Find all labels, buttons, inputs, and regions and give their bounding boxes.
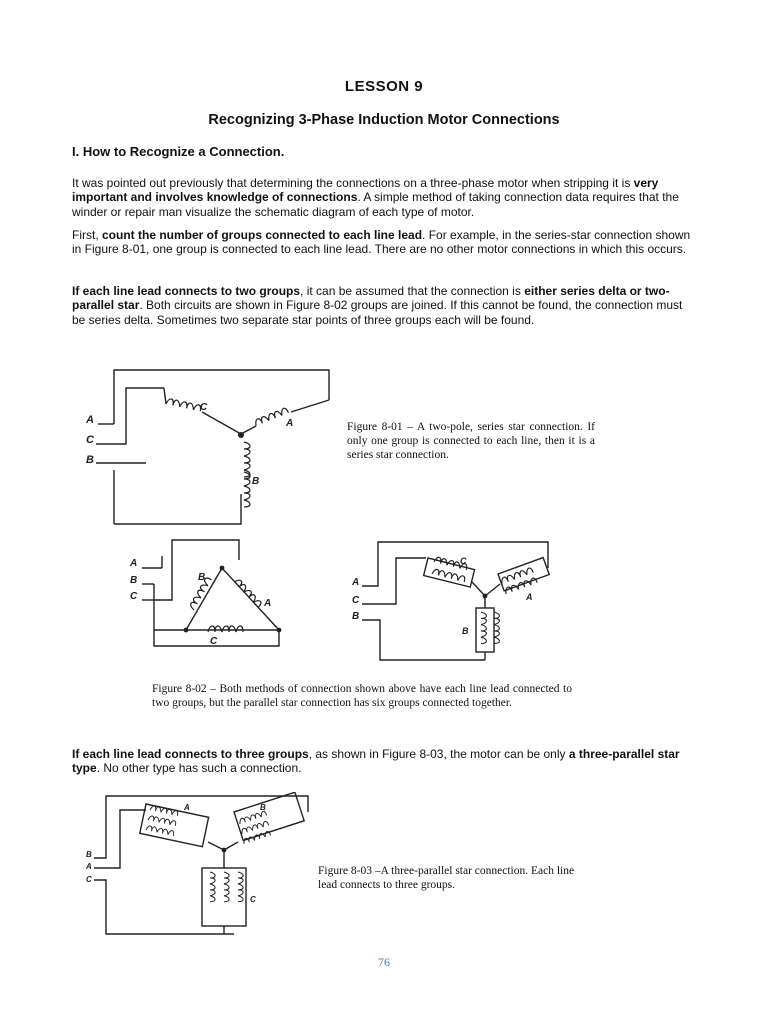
fig1-coil-b: B	[252, 476, 260, 487]
figure-8-02-parallel-star-diagram	[350, 538, 560, 666]
paragraph-1	[72, 176, 698, 219]
p3-bold-a: If each line lead connects to two groups	[72, 284, 301, 298]
fig1-coil-c: C	[200, 402, 208, 413]
fig3-label-a: A	[86, 862, 92, 871]
fig1-coil-a: A	[286, 418, 294, 429]
p1-text-a: It was pointed out previously that determining the connections on a three-phase motor when stripping it is	[72, 176, 634, 190]
fig2b-coil-b: B	[462, 626, 469, 636]
fig2a-label-b: B	[130, 575, 138, 586]
figure-8-02-caption: Figure 8-02 – Both methods of connection shown above have each line lead connected to two groups, but the parallel star connection has six groups connected together.	[152, 683, 572, 709]
p2-bold: count the number of groups connected to each line lead	[102, 228, 423, 242]
lesson-title: LESSON 9	[344, 78, 424, 95]
fig3-coil-a: A	[184, 803, 190, 812]
p4-bold-a: If each line lead connects to three groups	[72, 747, 309, 761]
figure-8-01-diagram	[86, 366, 336, 526]
fig2a-coil-a: A	[264, 598, 272, 609]
page-subtitle: Recognizing 3-Phase Induction Motor Connections	[208, 112, 560, 128]
p4-text-b: , as shown in Figure 8-03, the motor can be only	[308, 747, 569, 761]
paragraph-4	[72, 747, 698, 776]
fig2b-coil-a: A	[526, 592, 533, 602]
section-heading: I. How to Recognize a Connection.	[72, 144, 285, 159]
fig3-label-c: C	[86, 875, 92, 884]
fig1-label-b: B	[86, 454, 94, 466]
p4-text-d: . No other type has such a connection.	[96, 761, 302, 776]
fig3-coil-b: B	[260, 803, 266, 812]
p3-text-b: , it can be assumed that the connection is	[300, 284, 525, 298]
fig1-label-c: C	[86, 434, 94, 446]
figure-8-03-caption: Figure 8-03 –A three-parallel star connection. Each line lead connects to three groups.	[318, 865, 575, 891]
fig2b-coil-c: C	[460, 556, 467, 566]
fig2a-label-a: A	[130, 558, 138, 569]
paragraph-3	[72, 284, 698, 327]
p4-bold-c: a three-parallel star type	[72, 747, 680, 776]
p3-bold-c: either series delta or two-parallel star	[72, 284, 670, 313]
fig3-coil-c: C	[250, 895, 256, 904]
fig3-label-b: B	[86, 850, 92, 859]
fig2b-label-b: B	[352, 611, 360, 622]
figure-8-01-caption: Figure 8-01 – A two-pole, series star connection. If only one group is connected to each line, then it is a series star connection.	[347, 421, 595, 461]
p1-bold: very important and involves knowledge of connections	[72, 176, 659, 205]
p2-text-a: First,	[72, 228, 102, 242]
p2-text-c: . For example, in the series-star connection shown in Figure 8-01, one group is connected to each line lead. There are no other motor connections in which this occurs.	[72, 228, 691, 257]
p1-text-c: . A simple method of taking connection data requires that the winder or repair man visualize the schematic diagram of each type of motor.	[72, 190, 679, 219]
figure-8-03-diagram	[84, 792, 314, 942]
page-number: 76	[378, 955, 390, 969]
fig2a-label-c: C	[130, 591, 138, 602]
fig2b-label-a: A	[352, 577, 360, 588]
p3-text-d: . Both circuits are shown in Figure 8-02 groups are joined. If this cannot be found, the connection must be series delta. Sometimes two separate star points of three groups each will be found.	[72, 298, 683, 327]
fig2a-coil-b: B	[198, 572, 206, 583]
fig2b-label-c: C	[352, 595, 360, 606]
figure-8-02-delta-diagram	[124, 536, 294, 658]
fig1-label-a: A	[86, 414, 94, 426]
paragraph-2	[72, 228, 698, 257]
fig2a-coil-c: C	[210, 636, 218, 647]
